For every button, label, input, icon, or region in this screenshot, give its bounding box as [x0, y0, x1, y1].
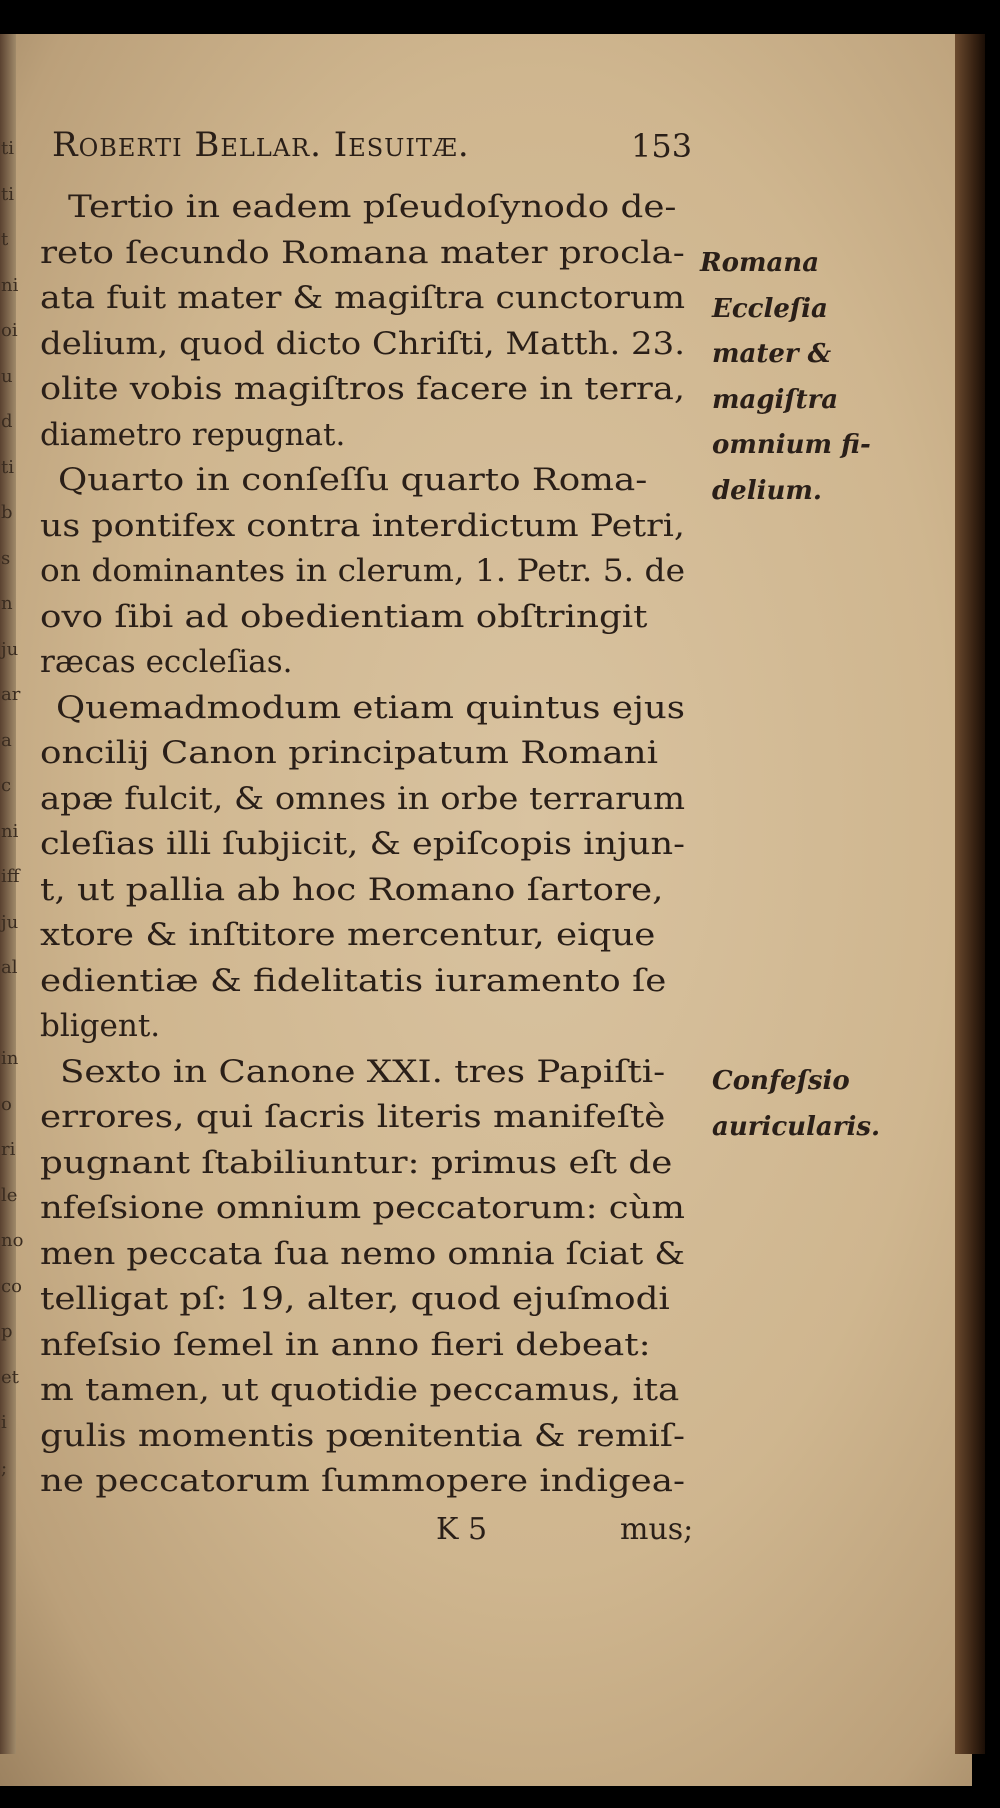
text-line: Quarto in conſeſſu quarto Roma- [58, 462, 648, 498]
text-line: apæ fulcit, & omnes in orbe terrarum [40, 780, 685, 817]
text-line: cleſias illi ſubjicit, & epiſcopis injun- [40, 826, 685, 862]
gutter-fragment: b [1, 502, 13, 523]
margin-note-line: auricularis. [712, 1111, 881, 1142]
gutter-fragment: ar [1, 684, 21, 705]
text-line: ræcas eccleſias. [40, 644, 293, 680]
margin-note-line: omnium fi- [712, 430, 871, 460]
gutter-fragment: o [1, 1093, 12, 1115]
text-line: xtore & inſtitore mercentur, eique [40, 917, 656, 953]
margin-note-line: Romana [700, 248, 820, 278]
gutter-fragment: ni [1, 820, 19, 842]
gutter-fragment: al [1, 957, 18, 978]
text-line: Quemadmodum etiam quintus ejus [56, 689, 685, 726]
text-line: olite vobis magiſtros facere in terra, [40, 371, 685, 407]
margin-note-line: magiſtra [712, 384, 839, 415]
gutter-fragment: p [1, 1321, 13, 1342]
running-title: Roberti Bellar. Iesuitæ. [52, 125, 470, 165]
catchword: mus; [620, 1512, 694, 1547]
text-line: oncilij Canon principatum Romani [40, 735, 659, 771]
text-line: reto ſecundo Romana mater procla- [40, 234, 685, 271]
text-line: delium, quod dicto Chriſti, Matth. 23. [40, 325, 685, 362]
text-line: m tamen, ut quotidie peccamus, ita [40, 1372, 680, 1408]
text-line: Tertio in eadem pſeudoſynodo de- [68, 189, 677, 225]
gutter-fragment: ri [1, 1139, 16, 1160]
text-line: men peccata ſua nemo omnia ſciat & [40, 1235, 685, 1272]
page-number: 153 [631, 127, 693, 165]
gutter-fragment: s [1, 547, 11, 569]
gutter-fragment: u [1, 365, 13, 387]
gutter-fragment: i [1, 1412, 7, 1433]
gutter-fragment: ti [1, 138, 14, 159]
margin-note-line: mater & [712, 339, 832, 369]
text-line: pugnant ſtabiliuntur: primus eſt de [40, 1144, 673, 1181]
gutter-fragment: ju [1, 638, 19, 660]
gutter-fragment: c [1, 775, 12, 796]
gutter-fragment: iff [1, 866, 20, 887]
gutter-fragment: a [1, 729, 12, 751]
gutter-fragment: ju [1, 911, 19, 933]
margin-note-line: Eccleſia [712, 293, 828, 324]
text-line: t, ut pallia ab hoc Romano ſartore, [40, 871, 664, 908]
gutter-fragment: et [1, 1366, 19, 1388]
text-line: nfeſsione omnium peccatorum: cùm [40, 1190, 685, 1226]
gutter-fragment: n [1, 593, 13, 614]
gutter-fragment: oi [1, 320, 18, 341]
text-line: bligent. [40, 1008, 161, 1044]
text-line: gulis momentis pœnitentia & remiſ- [40, 1417, 685, 1454]
gutter-fragment: d [1, 411, 13, 432]
text-line: edientiæ & fidelitatis iuramento ſe [40, 962, 667, 999]
text-line: us pontifex contra interdictum Petri, [40, 507, 685, 544]
text-line: Sexto in Canone XXI. tres Papiſti- [60, 1053, 666, 1090]
page-edge-shadow [955, 34, 985, 1754]
gutter-fragment: co [1, 1275, 22, 1297]
text-line: telligat pſ: 19, alter, quod ejuſmodi [40, 1281, 670, 1317]
margin-note-line: delium. [712, 475, 822, 506]
gutter-fragment: ; [1, 1457, 8, 1479]
margin-note-line: Confeſsio [712, 1066, 850, 1096]
text-line: ovo ſibi ad obedientiam obſtringit [40, 598, 648, 635]
signature-mark: K 5 [436, 1512, 488, 1547]
gutter-fragment: ti [1, 456, 14, 478]
gutter-fragment: ni [1, 274, 19, 296]
text-line: nfeſsio ſemel in anno fieri debeat: [40, 1326, 651, 1363]
gutter-fragment: in [1, 1048, 19, 1069]
text-line: errores, qui ſacris literis manifeſtè [40, 1099, 666, 1135]
gutter-fragment: ti [1, 183, 14, 205]
text-line: ne peccatorum ſummopere indigea- [40, 1463, 685, 1499]
gutter-fragment: t [1, 229, 9, 250]
text-line: diametro repugnat. [40, 416, 346, 453]
text-line: on dominantes in clerum, 1. Petr. 5. de [40, 553, 685, 589]
gutter-fragment: no [1, 1230, 24, 1251]
text-line: ata fuit mater & magiſtra cunctorum [40, 280, 685, 316]
gutter-fragment: le [1, 1184, 18, 1206]
